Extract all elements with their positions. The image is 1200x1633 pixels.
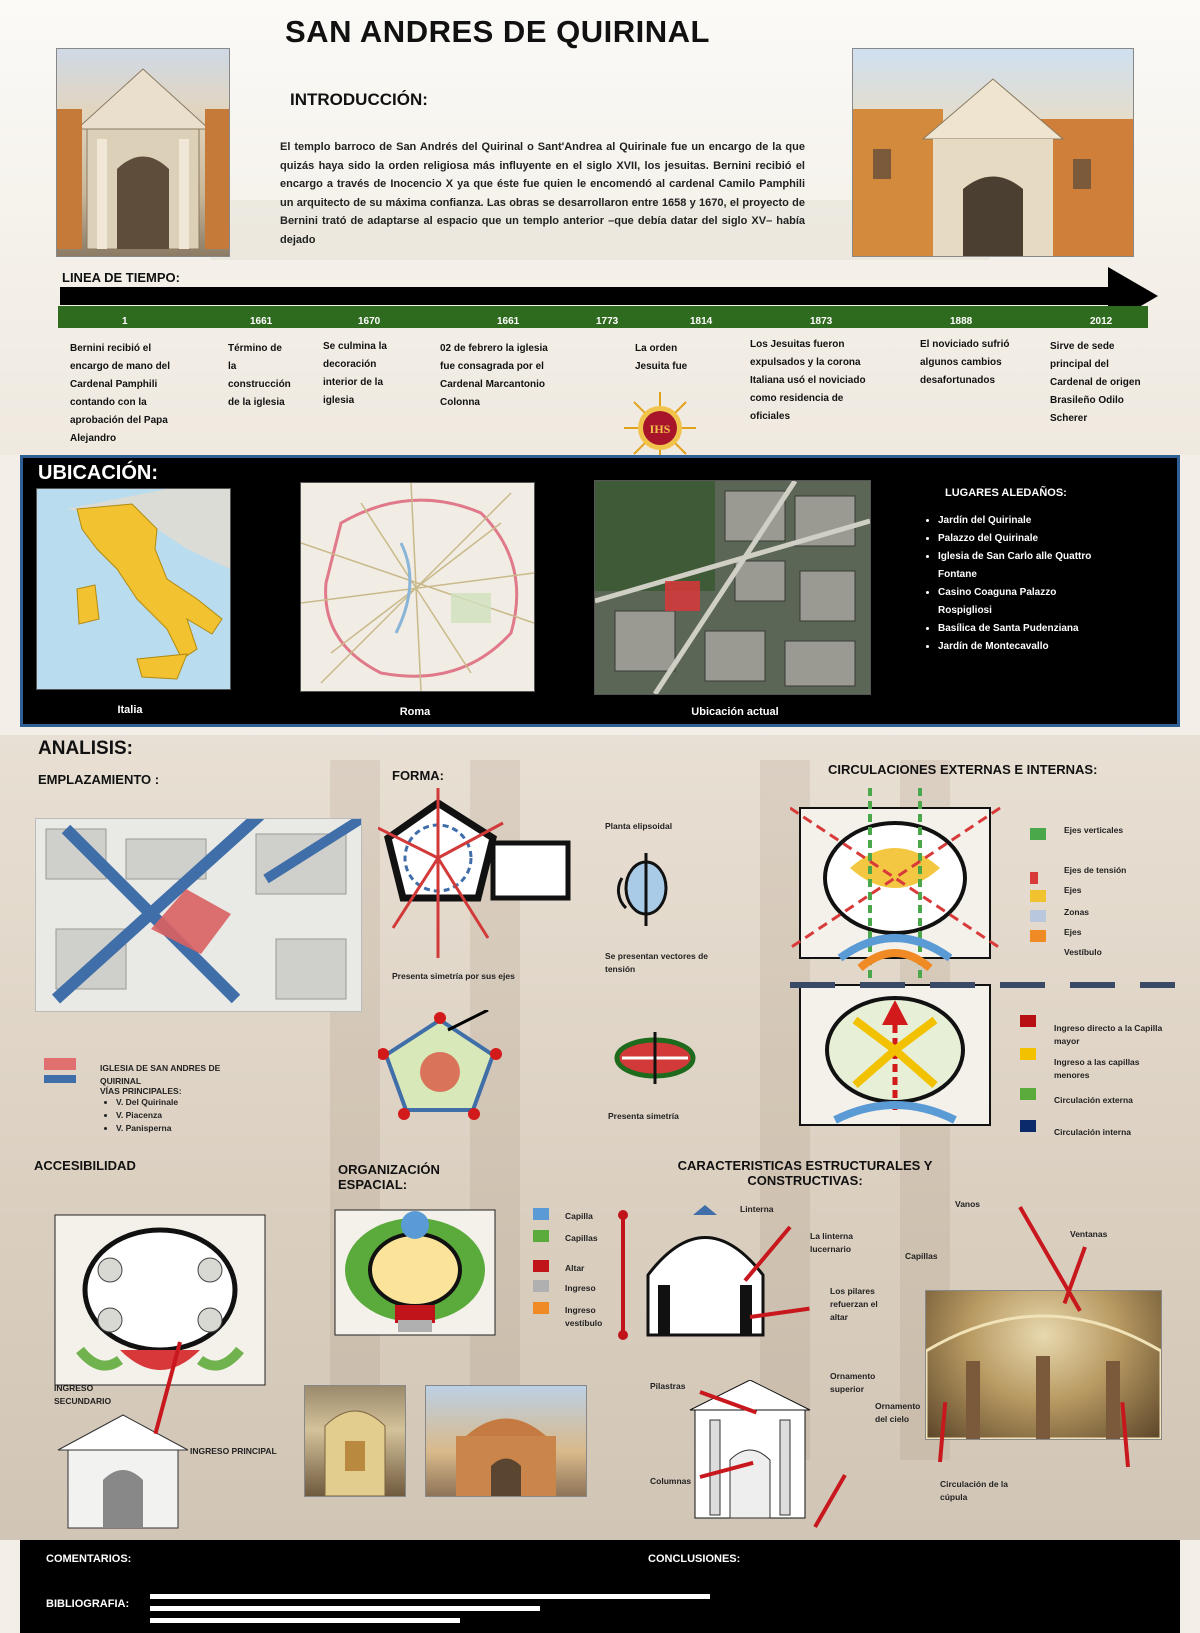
circ-legend-label: Ejes — [1064, 885, 1082, 895]
structural-heading: CARACTERISTICAS ESTRUCTURALES Y CONSTRUCTIVAS: — [677, 1158, 933, 1188]
section-drawing — [618, 1205, 793, 1340]
roads-legend-label: VÍAS PRINCIPALES: — [100, 1086, 182, 1096]
circulation-divider — [790, 982, 1175, 988]
bibliography-entry — [150, 1594, 710, 1599]
timeline-year: 1 — [122, 316, 128, 327]
structure-note: La linterna lucernario — [810, 1231, 853, 1254]
pentagon-tension-diagram — [378, 1010, 508, 1120]
conclusions-label: CONCLUSIONES: — [648, 1553, 741, 1565]
form-note: Presenta simetría — [608, 1111, 679, 1121]
org-legend-swatch — [533, 1230, 549, 1242]
location-heading: UBICACIÓN: — [38, 462, 158, 484]
circ-legend-label: Ejes verticales — [1064, 825, 1124, 835]
circ-legend-label: Zonas — [1064, 907, 1090, 917]
circ-legend-label: Ingreso a las capillas menores — [1054, 1057, 1140, 1080]
rome-map — [300, 482, 535, 692]
timeline-year: 1873 — [810, 316, 833, 327]
nearby-place: • Palazzo del Quirinale — [938, 530, 1108, 548]
structure-note: Capillas — [905, 1251, 938, 1261]
form-note: Se presentan vectores de tensión — [605, 951, 708, 974]
intro-heading: INTRODUCCIÓN: — [290, 90, 428, 109]
circ-legend-swatch — [1020, 1088, 1036, 1100]
bibliography-label: BIBLIOGRAFIA: — [46, 1598, 130, 1610]
timeline-event: Se culmina la decoración interior de la iglesia — [323, 341, 387, 406]
spatial-organization-plan — [330, 1205, 500, 1340]
secondary-entrance-label: INGRESO SECUNDARIO — [54, 1383, 112, 1406]
church-legend-label: IGLESIA DE SAN ANDRES DE QUIRINAL — [100, 1063, 221, 1086]
circ-legend-label: Ejes — [1064, 927, 1082, 937]
nearby-place: • Jardín del Quirinale — [938, 512, 1108, 530]
timeline-year: 2012 — [1090, 316, 1113, 327]
timeline-heading: LINEA DE TIEMPO: — [62, 270, 180, 285]
circ-legend-swatch — [1020, 1048, 1036, 1060]
structure-note: Pilastras — [650, 1381, 686, 1391]
nearby-place: • Casino Coaguna Palazzo Rospigliosi — [938, 584, 1108, 620]
form-heading: FORMA: — [392, 768, 444, 783]
church-street-photo — [852, 48, 1134, 257]
timeline-event: Sirve de sede principal del Cardenal de origen Brasileño Odilo Scherer — [1050, 341, 1141, 424]
ellipse-plan-diagram — [608, 848, 678, 928]
roads-legend-swatch — [44, 1075, 76, 1083]
timeline-event: Bernini recibió el encargo de mano del Cardenal Pamphili contando con la aprobación del Papa Alejandro — [70, 343, 171, 444]
italy-map-caption: Italia — [117, 704, 143, 716]
org-legend-label: Ingreso vestíbulo — [565, 1305, 603, 1328]
org-legend-swatch — [533, 1302, 549, 1314]
timeline-year: 1773 — [596, 316, 619, 327]
accessibility-plan — [50, 1210, 270, 1390]
org-legend-label: Ingreso — [565, 1283, 596, 1293]
nearby-place: • Basílica de Santa Pudenziana — [938, 620, 1108, 638]
circ-legend-swatch — [1030, 872, 1038, 884]
rome-map-caption: Roma — [399, 706, 431, 718]
road-item: • V. Piacenza — [116, 1109, 178, 1122]
timeline-event: Los Jesuitas fueron expulsados y la corona Italiana usó el noviciado como residencia de oficiales — [750, 339, 866, 422]
circ-legend-label: Ejes de tensión — [1064, 865, 1127, 875]
timeline-event: La orden Jesuita fue — [635, 343, 688, 372]
form-note: Planta elipsoidal — [605, 821, 673, 831]
circ-legend-swatch — [1030, 890, 1046, 902]
nearby-places-heading: LUGARES ALEDAÑOS: — [945, 487, 1067, 499]
interior-photo — [304, 1385, 406, 1497]
church-legend-swatch — [44, 1058, 76, 1070]
circ-legend-swatch — [1020, 1120, 1036, 1132]
main-entrance-label: INGRESO PRINCIPAL — [190, 1446, 277, 1456]
svg-text:IHS: IHS — [649, 422, 671, 436]
circ-legend-label: Ingreso directo a la Capilla mayor — [1054, 1023, 1163, 1046]
structure-note: Linterna — [740, 1204, 774, 1214]
structure-note: Circulación de la cúpula — [940, 1479, 1009, 1502]
structure-note: Ventanas — [1070, 1229, 1108, 1239]
portico-drawing — [680, 1380, 820, 1520]
structure-note: Ornamento del cielo — [875, 1401, 921, 1424]
roads-list — [100, 1096, 178, 1135]
nearby-place: • Jardín de Montecavallo — [938, 638, 1108, 656]
nearby-places-list — [920, 512, 1108, 656]
circ-legend-swatch — [1020, 1015, 1036, 1027]
church-facade-photo — [56, 48, 230, 257]
page-title: SAN ANDRES DE QUIRINAL — [285, 14, 710, 49]
org-legend-label: Capillas — [565, 1233, 598, 1243]
spatial-organization-heading: ORGANIZACIÓN ESPACIAL: — [338, 1162, 440, 1192]
circ-legend-swatch — [1030, 828, 1046, 840]
circulation-plan-bottom — [790, 980, 1010, 1130]
org-legend-swatch — [533, 1260, 549, 1272]
entrance-elevation-drawing — [48, 1410, 198, 1530]
analysis-heading: ANALISIS: — [38, 738, 133, 759]
timeline-year: 1888 — [950, 316, 973, 327]
timeline-event: Término de la construcción de la iglesia — [228, 343, 291, 408]
interior-dome-photo — [925, 1290, 1162, 1440]
circulation-heading: CIRCULACIONES EXTERNAS E INTERNAS: — [828, 762, 1098, 777]
circ-legend-label: Circulación interna — [1054, 1127, 1131, 1137]
circulation-plan-top — [790, 788, 1010, 978]
circ-legend-label: Circulación externa — [1054, 1095, 1133, 1105]
timeline-year: 1661 — [250, 316, 273, 327]
timeline-year: 1670 — [358, 316, 381, 327]
timeline-arrow-shaft — [60, 287, 1110, 305]
satellite-map-caption: Ubicación actual — [691, 706, 779, 718]
circ-legend-swatch — [1030, 910, 1046, 922]
org-legend-swatch — [533, 1208, 549, 1220]
timeline-event: 02 de febrero la iglesia fue consagrada por el Cardenal Marcantonio Colonna — [440, 343, 548, 408]
intro-text: El templo barroco de San Andrés del Quirinal o Sant'Andrea al Quirinale fue un encargo de la que quizás haya sido la orden religiosa más influyente en el siglo XVII, los jesuitas. Bernini recibió el encargo a través de Inocencio X ya que éste fue quien le encomendó al cardenal Camilo Pamphili un arquitecto de su máxima confianza. Las obras se desarrollaron entre 1658 y 1670, el proyecto de Bernini trató de adaptarse al espacio que un templo anterior –que debía datar del siglo XV– había dejado — [280, 141, 805, 246]
timeline-year: 1661 — [497, 316, 520, 327]
org-legend-swatch — [533, 1280, 549, 1292]
axis-symmetry-diagram — [610, 1030, 700, 1085]
form-note: Presenta simetría por sus ejes — [392, 971, 515, 981]
nearby-place: • Iglesia de San Carlo alle Quattro Fontane — [938, 548, 1108, 584]
italy-map — [36, 488, 231, 690]
satellite-map — [594, 480, 871, 695]
org-legend-label: Capilla — [565, 1211, 593, 1221]
timeline-year: 1814 — [690, 316, 713, 327]
structure-note: Ornamento superior — [830, 1371, 876, 1394]
form-plan-diagram — [378, 788, 573, 963]
exterior-side-photo — [425, 1385, 587, 1497]
bibliography-entry — [150, 1618, 460, 1623]
structure-note: Vanos — [955, 1199, 981, 1209]
circ-legend-label: Vestíbulo — [1064, 947, 1102, 957]
circ-legend-swatch — [1030, 930, 1046, 942]
structure-note: Los pilares refuerzan el altar — [830, 1286, 878, 1322]
org-legend-label: Altar — [565, 1263, 585, 1273]
comments-label: COMENTARIOS: — [46, 1553, 132, 1565]
bibliography-entry — [150, 1606, 540, 1611]
site-plan — [35, 818, 362, 1012]
road-item: • V. Panisperna — [116, 1122, 178, 1135]
accessibility-heading: ACCESIBILIDAD — [34, 1158, 136, 1173]
road-item: • V. Del Quirinale — [116, 1096, 178, 1109]
structure-note: Columnas — [650, 1476, 692, 1486]
site-heading: EMPLAZAMIENTO : — [38, 772, 160, 787]
timeline-event: El noviciado sufrió algunos cambios desafortunados — [920, 339, 1010, 386]
